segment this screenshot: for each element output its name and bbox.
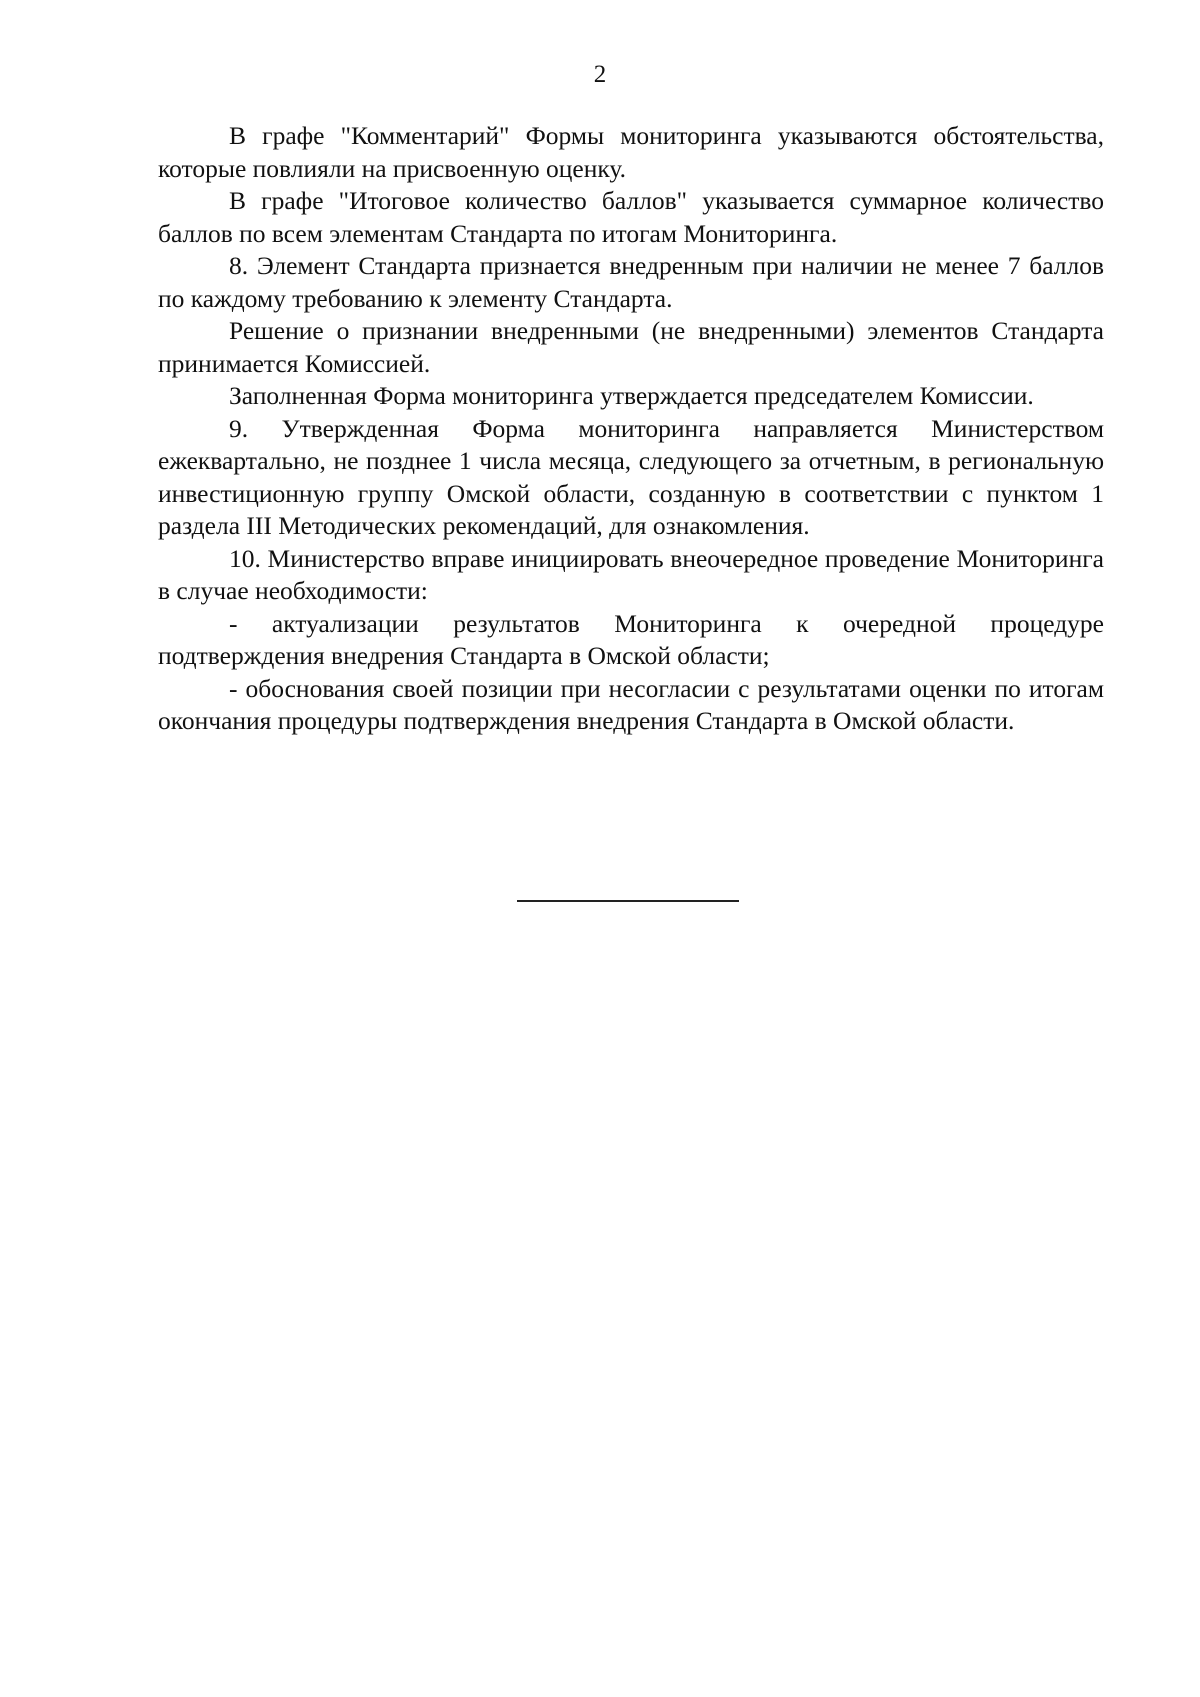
closing-divider-line (517, 900, 739, 902)
paragraph-list-item-justification: - обоснования своей позиции при несогласии с результатами оценки по итогам окончания процедуры подтверждения внедрения Стандарта в Омской области. (158, 673, 1104, 735)
paragraph-item-10: 10. Министерство вправе инициировать внеочередное проведение Мониторинга в случае необходимости: (158, 543, 1104, 605)
paragraph-comment-column: В графе "Комментарий" Формы мониторинга указываются обстоятельства, которые повлияли на присвоенную оценку. (158, 121, 1104, 183)
paragraph-form-approval: Заполненная Форма мониторинга утверждается председателем Комиссии. (229, 381, 1034, 410)
page-number: 2 (593, 61, 607, 88)
document-body (158, 120, 1104, 738)
paragraph-commission-decision: Решение о признании внедренными (не внедренными) элементов Стандарта принимается Комиссией. (158, 316, 1104, 378)
paragraph-list-item-actualization: - актуализации результатов Мониторинга к очередной процедуре подтверждения внедрения Стандарта в Омской области; (158, 608, 1104, 670)
paragraph-total-score-column: В графе "Итоговое количество баллов" указывается суммарное количество баллов по всем элементам Стандарта по итогам Мониторинга. (158, 186, 1104, 248)
paragraph-item-8: 8. Элемент Стандарта признается внедренным при наличии не менее 7 баллов по каждому требованию к элементу Стандарта. (158, 251, 1104, 313)
paragraph-item-9: 9. Утвержденная Форма мониторинга направляется Министерством ежеквартально, не позднее 1 числа месяца, следующего за отчетным, в региональную инвестиционную группу Омской области, созданную в соответствии с пунктом 1 раздела III Методических рекомендаций, для ознакомления. (158, 413, 1104, 540)
